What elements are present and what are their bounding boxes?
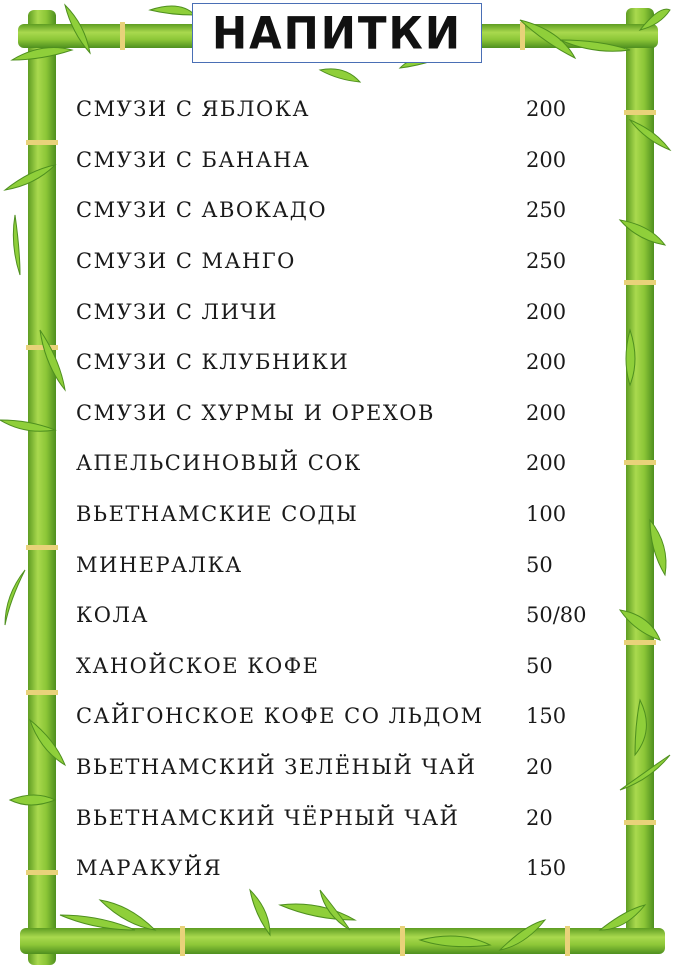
bamboo-right — [624, 8, 656, 953]
menu-item-row — [76, 388, 616, 439]
menu-item-name: МИНЕРАЛКА — [76, 552, 243, 577]
menu-item-row — [76, 185, 616, 236]
menu-item-name: СМУЗИ С ЯБЛОКА — [76, 97, 310, 122]
menu-item-name: КОЛА — [76, 603, 149, 628]
menu-item-row — [76, 489, 616, 540]
menu-item-name: САЙГОНСКОЕ КОФЕ СО ЛЬДОМ — [76, 704, 484, 729]
menu-item-name: АПЕЛЬСИНОВЫЙ СОК — [76, 451, 362, 476]
menu-item-row — [76, 286, 616, 337]
menu-item-price: 200 — [526, 451, 567, 476]
menu-item-row — [76, 438, 616, 489]
menu-item-price: 250 — [526, 198, 567, 223]
menu-item-price: 20 — [526, 805, 553, 830]
menu-item-price: 250 — [526, 249, 567, 274]
title-box — [192, 3, 482, 63]
menu-item-name: СМУЗИ С МАНГО — [76, 249, 296, 274]
menu-item-row — [76, 539, 616, 590]
menu-item-row — [76, 135, 616, 186]
menu-item-price: 50 — [526, 552, 553, 577]
menu-item-row — [76, 337, 616, 388]
menu-item-price: 100 — [526, 502, 567, 527]
menu-item-price: 200 — [526, 97, 567, 122]
menu-item-name: ВЬЕТНАМСКИЙ ЧЁРНЫЙ ЧАЙ — [76, 805, 460, 830]
page-title: НАПИТКИ — [211, 7, 463, 59]
bamboo-left — [26, 10, 58, 965]
menu-item-price: 150 — [526, 856, 567, 881]
menu-item-row — [76, 590, 616, 641]
menu-item-name: МАРАКУЙЯ — [76, 856, 223, 881]
menu-item-name: ВЬЕТНАМСКИЕ СОДЫ — [76, 502, 359, 527]
menu-item-row — [76, 742, 616, 793]
menu-item-price: 50 — [526, 653, 553, 678]
menu-item-row — [76, 641, 616, 692]
menu-item-name: ХАНОЙСКОЕ КОФЕ — [76, 653, 320, 678]
menu-item-name: СМУЗИ С БАНАНА — [76, 147, 311, 172]
menu-item-row — [76, 84, 616, 135]
menu-item-price: 50/80 — [526, 603, 587, 628]
menu-item-name: СМУЗИ С ЛИЧИ — [76, 299, 278, 324]
menu-item-price: 20 — [526, 755, 553, 780]
menu-item-name: СМУЗИ С КЛУБНИКИ — [76, 350, 350, 375]
menu-item-row — [76, 236, 616, 287]
menu-item-row — [76, 843, 616, 894]
menu-item-price: 200 — [526, 400, 567, 425]
menu-item-row — [76, 792, 616, 843]
menu-item-name: СМУЗИ С ХУРМЫ И ОРЕХОВ — [76, 400, 435, 425]
menu-item-row — [76, 691, 616, 742]
menu-item-price: 200 — [526, 350, 567, 375]
menu-item-price: 200 — [526, 299, 567, 324]
menu-item-name: СМУЗИ С АВОКАДО — [76, 198, 328, 223]
menu-item-name: ВЬЕТНАМСКИЙ ЗЕЛЁНЫЙ ЧАЙ — [76, 755, 477, 780]
bamboo-bottom — [20, 926, 665, 956]
menu-item-price: 200 — [526, 147, 567, 172]
drinks-menu — [76, 84, 616, 894]
menu-item-price: 150 — [526, 704, 567, 729]
